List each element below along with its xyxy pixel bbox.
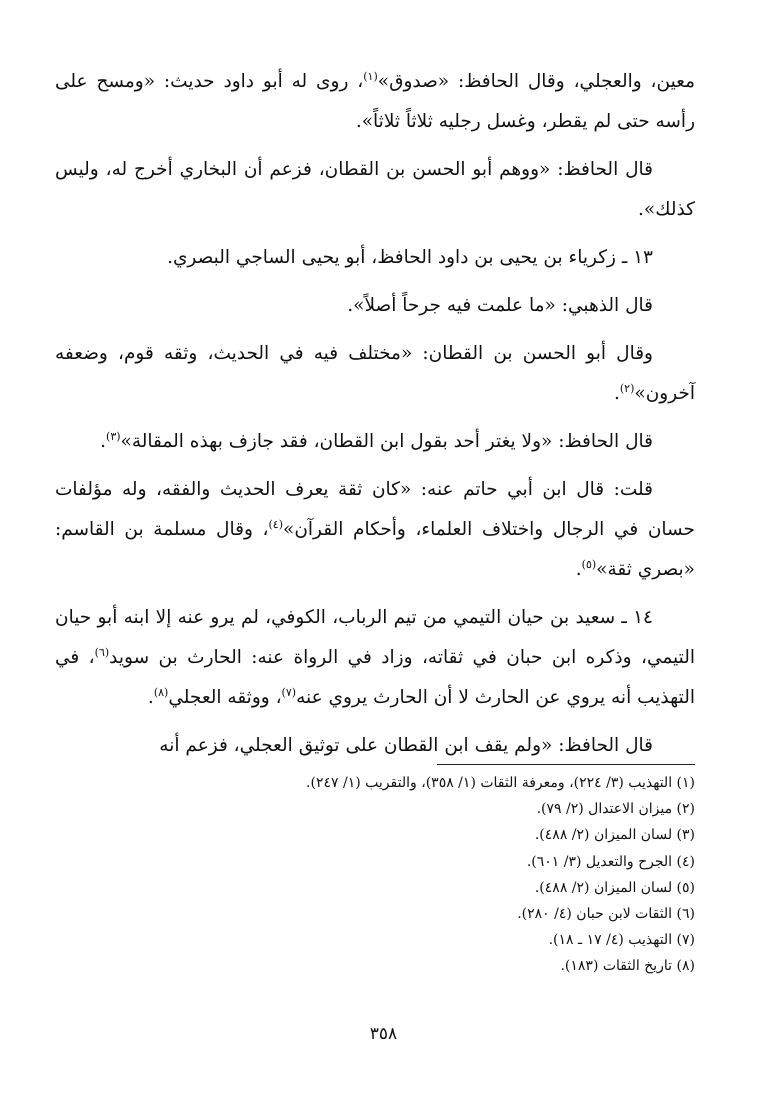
paragraph-text: ، ووثقه العجلي (168, 687, 282, 708)
paragraph (55, 726, 695, 766)
paragraph (55, 422, 695, 462)
paragraph (55, 238, 695, 278)
paragraph-text: قال الحافظ: «ولا يغتر أحد بقول ابن القطان، فقد جازف بهذه المقالة» (120, 431, 653, 452)
paragraph (55, 334, 695, 414)
paragraph (55, 62, 695, 142)
footnote-marker: (٨) (153, 685, 169, 699)
footnote-marker: (١) (363, 69, 378, 83)
footnote-item: (٧) التهذيب (٤/ ١٧ ـ ١٨). (548, 932, 695, 949)
paragraph-text: . (575, 559, 582, 580)
paragraph-text: ، روى له أبو داود حديث: «ومسح على رأسه حتى لم يقطر، وغسل رجليه ثلاثاً ثلاثاً». (55, 71, 695, 132)
footnote-item: (٢) ميزان الاعتدال (٢/ ٧٩). (536, 801, 695, 818)
footnote-marker: (٦) (94, 645, 110, 659)
paragraph (55, 598, 695, 718)
footnote-item: (٦) الثقات لابن حبان (٤/ ٢٨٠). (517, 906, 695, 923)
paragraph-text: . (147, 687, 154, 708)
paragraph (55, 150, 695, 230)
paragraph-text: قال الحافظ: «ووهم أبو الحسن بن القطان، فزعم أن البخاري أخرج له، وليس كذلك». (55, 159, 695, 220)
footnote-item: (٤) الجرح والتعديل (٣/ ٦٠١). (526, 853, 695, 870)
paragraph-text: ١٣ ـ زكرياء بن يحيى بن داود الحافظ، أبو يحيى الساجي البصري. (167, 247, 653, 268)
footnotes-list (55, 770, 695, 980)
paragraph-text: . (613, 383, 620, 404)
paragraph-text: قلت: قال ابن أبي حاتم عنه: «كان ثقة يعرف الحديث والفقه، وله مؤلفات حسان في الرجال واختلاف العلماء، وأحكام القرآن» (55, 479, 695, 540)
paragraph-text: قال الحافظ: «ولم يقف ابن القطان على توثيق العجلي، فزعم أنه (159, 735, 653, 756)
footnote-marker: (٢) (619, 381, 635, 395)
paragraph-text: معين، والعجلي، وقال الحافظ: «صدوق» (377, 71, 695, 92)
footnote-item: (٨) تاريخ الثقات (١٨٣). (560, 958, 695, 975)
paragraph (55, 470, 695, 590)
page-number: ٣٥٨ (369, 1024, 398, 1044)
footnote-item: (٣) لسان الميزان (٢/ ٤٨٨). (534, 827, 695, 844)
paragraph-text: ، في التهذيب أنه يروي عن الحارث لا أن الحارث يروي عنه (55, 647, 695, 708)
paragraph-text: ١٤ ـ سعيد بن حيان التيمي من تيم الرباب، الكوفي، لم يرو عنه إلا ابنه أبو حيان التيمي، وذكره ابن حبان في ثقاته، وزاد في الرواة عنه: الحارث بن سويد (55, 607, 695, 668)
footnote-marker: (٤) (268, 517, 284, 531)
paragraph (55, 286, 695, 326)
footnote-item: (١) التهذيب (٣/ ٢٢٤)، ومعرفة الثقات (١/ ٣٥٨)، والتقريب (١/ ٢٤٧). (306, 775, 695, 791)
main-text (55, 62, 695, 774)
footnote-marker: (٣) (106, 429, 121, 443)
footnote-marker: (٥) (581, 557, 597, 571)
paragraph-text: . (100, 431, 107, 452)
footnote-separator (437, 764, 695, 765)
paragraph-text: قال الذهبي: «ما علمت فيه جرحاً أصلاً». (347, 295, 653, 316)
paragraph-text: وقال أبو الحسن بن القطان: «مختلف فيه في الحديث، وثقه قوم، وضعفه آخرون» (55, 343, 695, 404)
footnote-item: (٥) لسان الميزان (٢/ ٤٨٨). (534, 879, 695, 896)
paragraph-text: ، وقال مسلمة بن القاسم: «بصري ثقة» (55, 519, 695, 580)
footnote-marker: (٧) (281, 685, 297, 699)
